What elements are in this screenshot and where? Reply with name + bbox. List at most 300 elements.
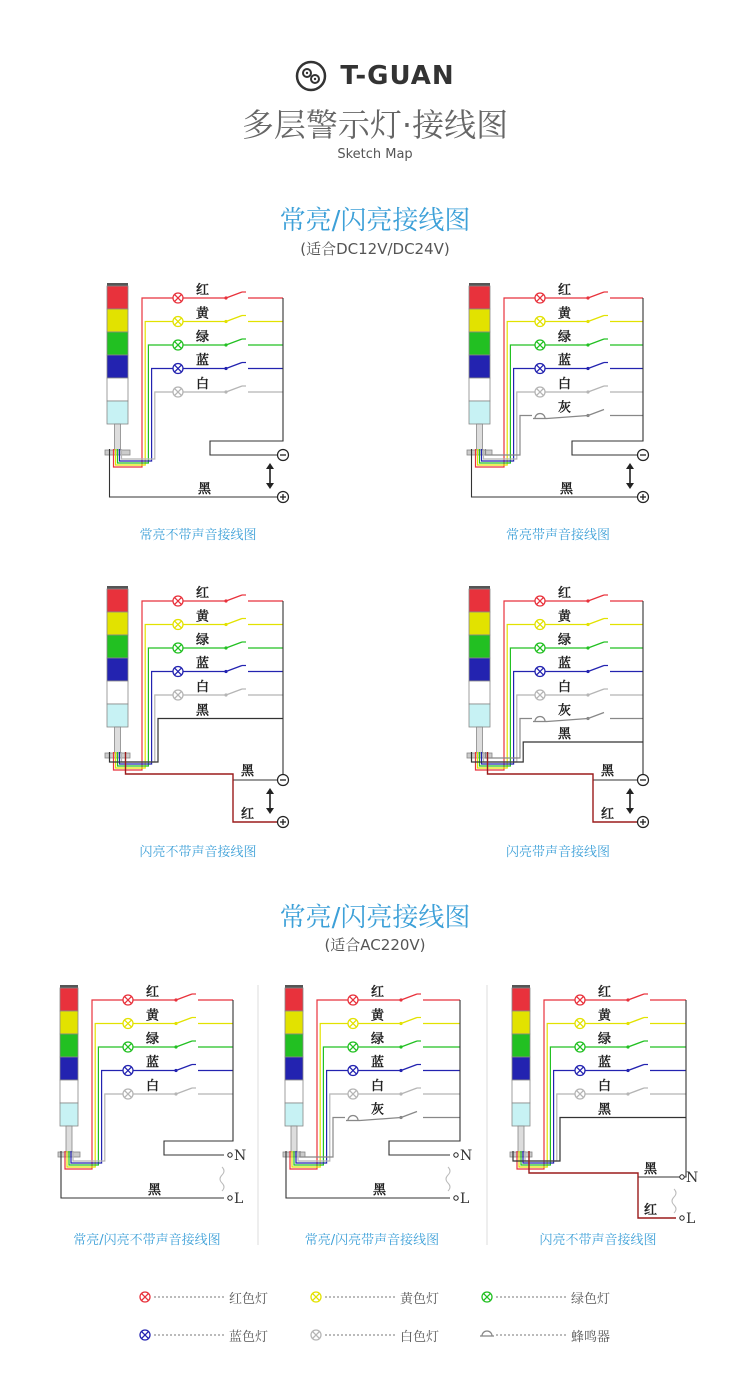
switch-icon bbox=[586, 363, 604, 371]
tower-tier bbox=[469, 589, 490, 612]
lamp-icon bbox=[123, 995, 133, 1005]
lamp-icon bbox=[535, 387, 545, 397]
switch-blade bbox=[588, 595, 604, 601]
lamp-icon bbox=[173, 317, 183, 327]
terminal-icon bbox=[278, 817, 289, 828]
switch-icon bbox=[626, 1065, 644, 1073]
tower-tier bbox=[107, 681, 128, 704]
switch-blade bbox=[628, 1018, 644, 1024]
wire-label: 白 bbox=[371, 1079, 385, 1094]
wire-label: 黄 bbox=[598, 1008, 612, 1024]
tower-cap bbox=[285, 985, 303, 988]
tower-tier bbox=[469, 332, 490, 355]
switch-blade bbox=[226, 689, 242, 695]
switch-icon bbox=[586, 292, 604, 300]
terminal-n bbox=[454, 1153, 458, 1157]
tower-cap bbox=[60, 985, 78, 988]
diagram-d3 bbox=[105, 585, 289, 828]
polarity-arrow-icon bbox=[266, 788, 274, 814]
buzzer-dome bbox=[482, 1331, 492, 1336]
wire-label: 红 bbox=[558, 283, 572, 298]
wire-black bbox=[61, 1151, 224, 1198]
signal-tower bbox=[105, 283, 130, 455]
wire-label: 绿 bbox=[146, 1032, 160, 1047]
wire-label: 黑 bbox=[198, 482, 212, 497]
switch-blade bbox=[628, 1088, 644, 1094]
switch-blade bbox=[401, 1088, 417, 1094]
tower-tier bbox=[512, 1034, 530, 1057]
switch-blade bbox=[226, 642, 242, 648]
lamp-icon bbox=[535, 620, 545, 630]
tower-tier bbox=[107, 332, 128, 355]
wire-label: 黑 bbox=[373, 1183, 387, 1198]
tower-tier bbox=[107, 704, 128, 727]
arrow-head bbox=[266, 788, 274, 794]
wire-label: 白 bbox=[558, 377, 572, 392]
terminal-icon bbox=[638, 817, 649, 828]
wire-label: 白 bbox=[598, 1079, 612, 1094]
switch-icon bbox=[626, 1088, 644, 1096]
switch-icon bbox=[626, 1018, 644, 1026]
polarity-arrow-icon bbox=[266, 463, 274, 489]
legend-item bbox=[311, 1330, 396, 1340]
lamp-icon bbox=[348, 995, 358, 1005]
wire-label: 黄 bbox=[558, 306, 572, 322]
wire-label: 绿 bbox=[558, 330, 572, 345]
wire-common bbox=[277, 719, 283, 781]
lamp-icon bbox=[575, 1089, 585, 1099]
tower-tier bbox=[285, 1080, 303, 1103]
terminal-icon bbox=[638, 492, 649, 503]
switch-blade bbox=[176, 994, 192, 1000]
tower-tier bbox=[107, 635, 128, 658]
wire-black bbox=[472, 449, 638, 497]
tower-pole bbox=[291, 1126, 297, 1152]
tower-tier bbox=[469, 401, 490, 424]
caption-d1: 常亮不带声音接线图 bbox=[139, 528, 257, 543]
polarity-arrow-icon bbox=[626, 788, 634, 814]
buzzer-icon bbox=[480, 1331, 494, 1336]
legend-label-green: 绿色灯 bbox=[571, 1292, 611, 1307]
switch-icon bbox=[224, 339, 242, 347]
buzzer-dome bbox=[348, 1116, 358, 1121]
wire-label: 白 bbox=[196, 377, 210, 392]
wire-label: 黑 bbox=[148, 1183, 162, 1198]
page-title: 多层警示灯·接线图 bbox=[241, 106, 509, 144]
lamp-icon bbox=[575, 1066, 585, 1076]
switch-icon bbox=[224, 292, 242, 300]
terminal-icon bbox=[278, 775, 289, 786]
tower-tier bbox=[469, 309, 490, 332]
wire-white bbox=[122, 392, 174, 459]
wire-common bbox=[210, 392, 283, 455]
wire-label: 黑 bbox=[196, 703, 210, 719]
terminal-label: L bbox=[460, 1191, 470, 1207]
legend-label-blue: 蓝色灯 bbox=[229, 1330, 269, 1345]
switch-blade bbox=[588, 316, 604, 322]
lamp-icon bbox=[173, 690, 183, 700]
wire-common bbox=[164, 1094, 233, 1155]
wire-white bbox=[122, 695, 174, 762]
terminal-n bbox=[228, 1153, 232, 1157]
wire-label: 蓝 bbox=[558, 656, 572, 672]
tower-tier bbox=[512, 1103, 530, 1126]
wire-label: 蓝 bbox=[196, 656, 210, 672]
wire-black bbox=[110, 449, 278, 497]
wire-label: 蓝 bbox=[598, 1055, 612, 1071]
wire-label: 黑 bbox=[644, 1162, 658, 1177]
switch-icon bbox=[586, 619, 604, 627]
switch-blade bbox=[226, 363, 242, 369]
diagram-d6 bbox=[283, 984, 472, 1207]
switch-icon bbox=[224, 666, 242, 674]
tower-pole bbox=[115, 727, 121, 753]
tower-tier bbox=[285, 1057, 303, 1080]
wire-gray bbox=[486, 416, 533, 456]
arrow-head bbox=[266, 808, 274, 814]
wire-label: 黑 bbox=[601, 764, 615, 779]
wire-common bbox=[572, 416, 643, 456]
wire-label: 白 bbox=[146, 1079, 160, 1094]
signal-tower bbox=[510, 985, 532, 1157]
lamp-icon bbox=[173, 340, 183, 350]
wire-label: 黑 bbox=[598, 1102, 612, 1118]
lamp-icon bbox=[123, 1019, 133, 1029]
lamp-icon bbox=[311, 1330, 321, 1340]
switch-icon bbox=[399, 994, 417, 1002]
ac-wave bbox=[672, 1189, 676, 1213]
tower-tier bbox=[469, 704, 490, 727]
switch-icon bbox=[399, 1018, 417, 1026]
buzzer-icon bbox=[346, 1116, 360, 1121]
caption-d6: 常亮/闪亮带声音接线图 bbox=[304, 1233, 440, 1248]
wire-label: 红 bbox=[601, 807, 615, 822]
tower-tier bbox=[285, 1011, 303, 1034]
switch-blade bbox=[588, 713, 604, 719]
terminal-label: L bbox=[686, 1211, 696, 1227]
wire-label: 红 bbox=[196, 283, 210, 298]
legend-item bbox=[140, 1292, 225, 1302]
switch-blade bbox=[588, 363, 604, 369]
switch-icon bbox=[586, 339, 604, 347]
caption-d3: 闪亮不带声音接线图 bbox=[139, 845, 257, 860]
wire-label: 黄 bbox=[558, 609, 572, 625]
arrow-head bbox=[266, 463, 274, 469]
wire-label: 绿 bbox=[196, 330, 210, 345]
lamp-icon bbox=[123, 1042, 133, 1052]
tower-pole bbox=[115, 424, 121, 450]
switch-blade bbox=[401, 1112, 417, 1118]
tower-tier bbox=[469, 355, 490, 378]
switch-blade bbox=[226, 619, 242, 625]
page-subtitle: Sketch Map bbox=[337, 147, 413, 162]
wire-label: 红 bbox=[146, 985, 160, 1000]
signal-tower bbox=[58, 985, 80, 1157]
caption-d5: 常亮/闪亮不带声音接线图 bbox=[73, 1233, 221, 1248]
switch-blade bbox=[176, 1088, 192, 1094]
lamp-icon bbox=[535, 293, 545, 303]
switch-blade bbox=[628, 1041, 644, 1047]
section2-subtitle: (适合AC220V) bbox=[324, 936, 426, 954]
legend-item bbox=[311, 1292, 396, 1302]
caption-d4: 闪亮带声音接线图 bbox=[505, 845, 610, 860]
switch-blade bbox=[588, 339, 604, 345]
switch-icon bbox=[224, 386, 242, 394]
tower-tier bbox=[107, 589, 128, 612]
wire-label: 白 bbox=[196, 680, 210, 695]
tower-tier bbox=[469, 681, 490, 704]
wire-label: 红 bbox=[196, 586, 210, 601]
tower-pole bbox=[66, 1126, 72, 1152]
switch-icon bbox=[399, 1041, 417, 1049]
legend-label-buzzer: 蜂鸣器 bbox=[571, 1330, 611, 1345]
wire-blue bbox=[296, 1071, 348, 1164]
switch-icon bbox=[586, 689, 604, 697]
legend bbox=[0, 1280, 750, 1350]
tower-tier bbox=[512, 988, 530, 1011]
tower-tier bbox=[512, 1057, 530, 1080]
lamp-icon bbox=[348, 1042, 358, 1052]
wire-label: 蓝 bbox=[196, 353, 210, 369]
signal-tower bbox=[467, 586, 492, 758]
arrow-head bbox=[626, 463, 634, 469]
lamp-icon bbox=[535, 667, 545, 677]
wire bbox=[547, 416, 588, 419]
tower-cap bbox=[469, 586, 490, 589]
switch-blade bbox=[401, 1018, 417, 1024]
switch-icon bbox=[586, 642, 604, 650]
wire-gray bbox=[300, 1118, 345, 1158]
wire-blue bbox=[523, 1071, 575, 1164]
legend-item bbox=[482, 1292, 567, 1302]
tower-tier bbox=[107, 612, 128, 635]
legend-graphics bbox=[0, 1280, 750, 1350]
lamp-icon bbox=[173, 293, 183, 303]
wire-label: 黑 bbox=[558, 727, 572, 742]
switch-icon bbox=[626, 994, 644, 1002]
switch-icon bbox=[174, 1041, 192, 1049]
terminal-l bbox=[680, 1216, 684, 1220]
switch-blade bbox=[401, 994, 417, 1000]
diagram-d1 bbox=[105, 282, 289, 503]
tower-tier bbox=[60, 1011, 78, 1034]
tower-tier bbox=[512, 1011, 530, 1034]
wire-label: 黑 bbox=[560, 482, 574, 497]
switch-icon bbox=[174, 994, 192, 1002]
tower-pole bbox=[477, 727, 483, 753]
legend-item bbox=[140, 1330, 225, 1340]
switch-blade bbox=[226, 339, 242, 345]
lamp-icon bbox=[535, 317, 545, 327]
terminal-label: L bbox=[234, 1191, 244, 1207]
lamp-icon bbox=[173, 387, 183, 397]
wire-label: 黄 bbox=[196, 609, 210, 625]
lamp-icon bbox=[535, 643, 545, 653]
terminal-label: N bbox=[460, 1148, 473, 1164]
section1-subtitle: (适合DC12V/DC24V) bbox=[300, 240, 450, 258]
switch-icon bbox=[224, 689, 242, 697]
switch-icon bbox=[399, 1112, 417, 1120]
wire-label: 白 bbox=[558, 680, 572, 695]
tower-tier bbox=[469, 658, 490, 681]
wire-label: 灰 bbox=[558, 703, 572, 719]
tower-tier bbox=[107, 401, 128, 424]
lamp-icon bbox=[348, 1066, 358, 1076]
tower-pole bbox=[477, 424, 483, 450]
tower-tier bbox=[107, 309, 128, 332]
tower-tier bbox=[107, 378, 128, 401]
lamp-icon bbox=[348, 1089, 358, 1099]
switch-icon bbox=[399, 1088, 417, 1096]
wire-label: 绿 bbox=[598, 1032, 612, 1047]
switch-blade bbox=[226, 666, 242, 672]
switch-blade bbox=[588, 689, 604, 695]
switch-blade bbox=[588, 619, 604, 625]
lamp-icon bbox=[140, 1292, 150, 1302]
buzzer-icon bbox=[533, 414, 547, 419]
switch-icon bbox=[224, 642, 242, 650]
terminal-icon bbox=[638, 450, 649, 461]
switch-blade bbox=[226, 386, 242, 392]
switch-icon bbox=[224, 316, 242, 324]
terminal-label: N bbox=[686, 1170, 699, 1186]
tower-tier bbox=[60, 1080, 78, 1103]
switch-icon bbox=[586, 316, 604, 324]
lamp-icon bbox=[535, 596, 545, 606]
section2-title: 常亮/闪亮接线图 bbox=[279, 903, 471, 933]
wire-label: 红 bbox=[241, 807, 255, 822]
wire-label: 黑 bbox=[241, 764, 255, 779]
buzzer-dome bbox=[535, 717, 545, 722]
ac-wave bbox=[220, 1167, 224, 1191]
switch-blade bbox=[588, 292, 604, 298]
wire-label: 蓝 bbox=[146, 1055, 160, 1071]
lamp-icon bbox=[311, 1292, 321, 1302]
brand-name: T-GUAN bbox=[340, 61, 455, 91]
switch-blade bbox=[588, 666, 604, 672]
switch-blade bbox=[401, 1041, 417, 1047]
wire-label: 蓝 bbox=[371, 1055, 385, 1071]
wire-label: 黄 bbox=[146, 1008, 160, 1024]
lamp-icon bbox=[173, 620, 183, 630]
arrow-head bbox=[626, 788, 634, 794]
terminal-n bbox=[680, 1175, 684, 1179]
terminal-icon bbox=[278, 492, 289, 503]
buzzer-dome bbox=[535, 414, 545, 419]
legend-label-yellow: 黄色灯 bbox=[400, 1292, 440, 1307]
wire-label: 红 bbox=[558, 586, 572, 601]
tower-tier bbox=[60, 1057, 78, 1080]
lamp-icon bbox=[535, 340, 545, 350]
wire-label: 红 bbox=[644, 1203, 658, 1218]
lamp-icon bbox=[482, 1292, 492, 1302]
diagram-d2 bbox=[467, 282, 649, 503]
polarity-arrow-icon bbox=[626, 463, 634, 489]
switch-blade bbox=[588, 386, 604, 392]
lamp-icon bbox=[173, 596, 183, 606]
legend-item bbox=[480, 1331, 567, 1336]
lamp-icon bbox=[173, 364, 183, 374]
switch-icon bbox=[586, 410, 604, 418]
wire-black bbox=[110, 719, 284, 763]
tower-cap bbox=[107, 586, 128, 589]
terminal-icon bbox=[638, 775, 649, 786]
terminal-label: N bbox=[234, 1148, 247, 1164]
switch-blade bbox=[176, 1018, 192, 1024]
wire-label: 灰 bbox=[558, 400, 572, 416]
switch-blade bbox=[226, 316, 242, 322]
wire-blue bbox=[71, 1071, 123, 1164]
tower-tier bbox=[469, 378, 490, 401]
lamp-icon bbox=[535, 690, 545, 700]
legend-label-red: 红色灯 bbox=[229, 1292, 269, 1307]
lamp-icon bbox=[575, 995, 585, 1005]
switch-blade bbox=[401, 1065, 417, 1071]
switch-blade bbox=[176, 1041, 192, 1047]
tower-tier bbox=[469, 612, 490, 635]
tower-tier bbox=[60, 988, 78, 1011]
switch-blade bbox=[226, 292, 242, 298]
lamp-icon bbox=[535, 364, 545, 374]
tower-tier bbox=[107, 355, 128, 378]
switch-icon bbox=[586, 713, 604, 721]
wire-black bbox=[286, 1151, 450, 1198]
tower-tier bbox=[469, 286, 490, 309]
wire-black bbox=[472, 742, 644, 762]
wire-white bbox=[484, 695, 536, 762]
tower-cap bbox=[469, 283, 490, 286]
switch-blade bbox=[226, 595, 242, 601]
legend-label-white: 白色灯 bbox=[400, 1330, 440, 1345]
caption-d2: 常亮带声音接线图 bbox=[505, 528, 610, 543]
switch-icon bbox=[586, 666, 604, 674]
section1-title: 常亮/闪亮接线图 bbox=[279, 206, 471, 236]
tower-tier bbox=[107, 286, 128, 309]
lamp-icon bbox=[173, 667, 183, 677]
switch-icon bbox=[224, 363, 242, 371]
wire-white bbox=[484, 392, 536, 459]
arrow-head bbox=[626, 808, 634, 814]
diagram-d4 bbox=[467, 585, 649, 828]
wire-label: 红 bbox=[598, 985, 612, 1000]
tower-tier bbox=[285, 988, 303, 1011]
tower-cap bbox=[107, 283, 128, 286]
tower-tier bbox=[469, 635, 490, 658]
arrow-head bbox=[626, 483, 634, 489]
signal-tower bbox=[467, 283, 492, 455]
arrow-head bbox=[266, 483, 274, 489]
buzzer-icon bbox=[533, 717, 547, 722]
tower-cap bbox=[512, 985, 530, 988]
wire-label: 绿 bbox=[371, 1032, 385, 1047]
switch-blade bbox=[628, 1065, 644, 1071]
wire-label: 绿 bbox=[558, 633, 572, 648]
signal-tower bbox=[283, 985, 305, 1157]
switch-icon bbox=[626, 1041, 644, 1049]
signal-tower bbox=[105, 586, 130, 758]
lamp-icon bbox=[140, 1330, 150, 1340]
wire-black bbox=[513, 1118, 686, 1162]
lamp-icon bbox=[575, 1042, 585, 1052]
wire-gray bbox=[486, 719, 533, 759]
diagram-d7 bbox=[510, 984, 698, 1227]
lamp-icon bbox=[173, 643, 183, 653]
switch-icon bbox=[586, 386, 604, 394]
tower-tier bbox=[60, 1034, 78, 1057]
switch-icon bbox=[174, 1065, 192, 1073]
wire-label: 绿 bbox=[196, 633, 210, 648]
switch-icon bbox=[224, 595, 242, 603]
